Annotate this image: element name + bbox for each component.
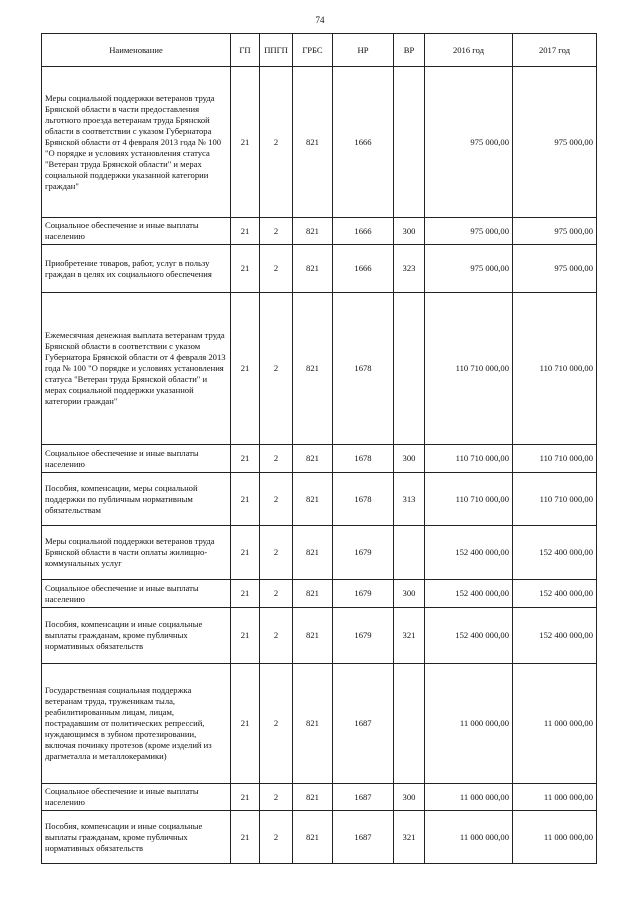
cell-vr: 313 [394, 473, 425, 526]
cell-ppgp: 2 [260, 293, 293, 445]
cell-name: Меры социальной поддержки ветеранов труда Брянской области в части предоставления льготного проезда ветеранам труда Брянской области в соответствии с указом Губернатора Брянской области от 4 февраля 2013 года № 100 "О порядке и условиях установления статуса "Ветеран труда Брянской области" и мерах социальной поддержки указанной категории граждан" [42, 67, 231, 218]
table-row [42, 218, 597, 245]
cell-amount-2017: 110 710 000,00 [513, 293, 597, 445]
cell-name: Приобретение товаров, работ, услуг в пользу граждан в целях их социального обеспечения [42, 245, 231, 293]
cell-gp: 21 [231, 784, 260, 811]
cell-amount-2017: 110 710 000,00 [513, 473, 597, 526]
header-name: Наименование [42, 34, 231, 67]
cell-ppgp: 2 [260, 580, 293, 608]
cell-amount-2016: 110 710 000,00 [425, 445, 513, 473]
cell-vr: 300 [394, 218, 425, 245]
cell-name: Меры социальной поддержки ветеранов труда Брянской области в части оплаты жилищно-коммунальных услуг [42, 526, 231, 580]
cell-amount-2016: 11 000 000,00 [425, 664, 513, 784]
cell-amount-2017: 11 000 000,00 [513, 784, 597, 811]
table-row [42, 608, 597, 664]
cell-amount-2017: 152 400 000,00 [513, 526, 597, 580]
cell-amount-2017: 975 000,00 [513, 245, 597, 293]
cell-amount-2016: 152 400 000,00 [425, 526, 513, 580]
table-row [42, 664, 597, 784]
cell-amount-2017: 975 000,00 [513, 67, 597, 218]
cell-nr: 1687 [333, 811, 394, 864]
header-nr: НР [333, 34, 394, 67]
cell-nr: 1687 [333, 784, 394, 811]
cell-vr [394, 293, 425, 445]
table-row [42, 526, 597, 580]
cell-nr: 1666 [333, 218, 394, 245]
cell-amount-2016: 110 710 000,00 [425, 473, 513, 526]
cell-ppgp: 2 [260, 245, 293, 293]
cell-grbs: 821 [293, 608, 333, 664]
cell-amount-2017: 110 710 000,00 [513, 445, 597, 473]
table-row [42, 811, 597, 864]
cell-grbs: 821 [293, 473, 333, 526]
cell-nr: 1679 [333, 526, 394, 580]
cell-vr: 321 [394, 811, 425, 864]
cell-vr: 321 [394, 608, 425, 664]
cell-gp: 21 [231, 580, 260, 608]
cell-amount-2017: 152 400 000,00 [513, 608, 597, 664]
cell-name: Социальное обеспечение и иные выплаты населению [42, 580, 231, 608]
cell-gp: 21 [231, 608, 260, 664]
table-row [42, 473, 597, 526]
page-number: 74 [315, 15, 325, 25]
cell-amount-2016: 975 000,00 [425, 245, 513, 293]
cell-amount-2016: 975 000,00 [425, 67, 513, 218]
cell-ppgp: 2 [260, 608, 293, 664]
cell-ppgp: 2 [260, 473, 293, 526]
header-ppgp: ППГП [260, 34, 293, 67]
cell-gp: 21 [231, 245, 260, 293]
cell-gp: 21 [231, 473, 260, 526]
cell-gp: 21 [231, 293, 260, 445]
cell-name: Государственная социальная поддержка ветеранам труда, труженикам тыла, реабилитированным лицам, лицам, пострадавшим от политических репрессий, нуждающимся в зубном протезировании, включая починку протезов (кроме изделий из драгметалла и металлокерамики) [42, 664, 231, 784]
header-grbs: ГРБС [293, 34, 333, 67]
cell-grbs: 821 [293, 580, 333, 608]
cell-grbs: 821 [293, 445, 333, 473]
cell-ppgp: 2 [260, 218, 293, 245]
cell-amount-2016: 152 400 000,00 [425, 608, 513, 664]
table-row [42, 293, 597, 445]
cell-vr: 300 [394, 580, 425, 608]
cell-vr: 300 [394, 445, 425, 473]
cell-ppgp: 2 [260, 526, 293, 580]
cell-vr: 300 [394, 784, 425, 811]
cell-grbs: 821 [293, 218, 333, 245]
cell-amount-2017: 11 000 000,00 [513, 664, 597, 784]
cell-vr [394, 67, 425, 218]
cell-amount-2017: 11 000 000,00 [513, 811, 597, 864]
cell-name: Пособия, компенсации и иные социальные выплаты гражданам, кроме публичных нормативных обязательств [42, 811, 231, 864]
cell-grbs: 821 [293, 245, 333, 293]
cell-gp: 21 [231, 218, 260, 245]
cell-nr: 1678 [333, 293, 394, 445]
cell-amount-2016: 152 400 000,00 [425, 580, 513, 608]
cell-grbs: 821 [293, 293, 333, 445]
cell-ppgp: 2 [260, 664, 293, 784]
header-vr: ВР [394, 34, 425, 67]
cell-amount-2016: 975 000,00 [425, 218, 513, 245]
cell-name: Пособия, компенсации и иные социальные выплаты гражданам, кроме публичных нормативных обязательств [42, 608, 231, 664]
cell-grbs: 821 [293, 67, 333, 218]
table-row [42, 67, 597, 218]
cell-amount-2017: 975 000,00 [513, 218, 597, 245]
cell-amount-2016: 11 000 000,00 [425, 784, 513, 811]
cell-gp: 21 [231, 811, 260, 864]
cell-nr: 1678 [333, 445, 394, 473]
cell-grbs: 821 [293, 526, 333, 580]
table-row [42, 245, 597, 293]
cell-ppgp: 2 [260, 811, 293, 864]
cell-nr: 1666 [333, 67, 394, 218]
header-year-2016: 2016 год [425, 34, 513, 67]
cell-vr: 323 [394, 245, 425, 293]
cell-name: Социальное обеспечение и иные выплаты населению [42, 784, 231, 811]
cell-ppgp: 2 [260, 784, 293, 811]
table-row [42, 784, 597, 811]
cell-gp: 21 [231, 67, 260, 218]
cell-vr [394, 526, 425, 580]
cell-grbs: 821 [293, 811, 333, 864]
cell-gp: 21 [231, 445, 260, 473]
cell-ppgp: 2 [260, 67, 293, 218]
cell-name: Пособия, компенсации, меры социальной поддержки по публичным нормативным обязательствам [42, 473, 231, 526]
cell-name: Социальное обеспечение и иные выплаты населению [42, 445, 231, 473]
cell-nr: 1679 [333, 608, 394, 664]
cell-name: Ежемесячная денежная выплата ветеранам труда Брянской области в соответствии с указом Губернатора Брянской области от 4 февраля 2013 года № 100 "О порядке и условиях установления статуса "Ветеран труда Брянской области" и мерах социальной поддержки указанной категории граждан" [42, 293, 231, 445]
cell-vr [394, 664, 425, 784]
cell-amount-2016: 11 000 000,00 [425, 811, 513, 864]
cell-nr: 1678 [333, 473, 394, 526]
table-header-row [42, 34, 597, 67]
cell-nr: 1666 [333, 245, 394, 293]
cell-gp: 21 [231, 664, 260, 784]
header-gp: ГП [231, 34, 260, 67]
cell-nr: 1679 [333, 580, 394, 608]
cell-nr: 1687 [333, 664, 394, 784]
table-row [42, 580, 597, 608]
cell-ppgp: 2 [260, 445, 293, 473]
header-year-2017: 2017 год [513, 34, 597, 67]
budget-table [41, 33, 597, 864]
cell-name: Социальное обеспечение и иные выплаты населению [42, 218, 231, 245]
cell-gp: 21 [231, 526, 260, 580]
cell-amount-2016: 110 710 000,00 [425, 293, 513, 445]
table-row [42, 445, 597, 473]
cell-grbs: 821 [293, 784, 333, 811]
cell-grbs: 821 [293, 664, 333, 784]
cell-amount-2017: 152 400 000,00 [513, 580, 597, 608]
